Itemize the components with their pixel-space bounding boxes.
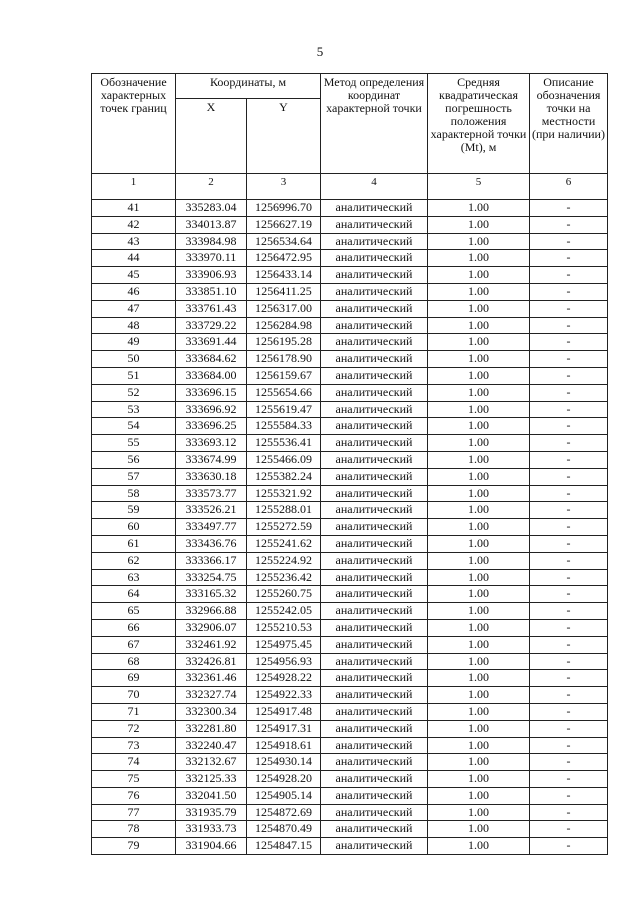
x-coordinate-cell: 332426.81 bbox=[176, 653, 247, 670]
table-row bbox=[92, 653, 608, 670]
description-cell: - bbox=[530, 250, 608, 267]
y-coordinate-cell: 1254917.31 bbox=[247, 720, 321, 737]
y-coordinate-cell: 1255288.01 bbox=[247, 502, 321, 519]
point-number-cell: 61 bbox=[92, 535, 176, 552]
method-cell: аналитический bbox=[321, 351, 428, 368]
table-row bbox=[92, 233, 608, 250]
y-coordinate-cell: 1255382.24 bbox=[247, 468, 321, 485]
y-coordinate-cell: 1256433.14 bbox=[247, 267, 321, 284]
error-cell: 1.00 bbox=[428, 384, 530, 401]
method-cell: аналитический bbox=[321, 250, 428, 267]
table-row bbox=[92, 200, 608, 217]
y-coordinate-cell: 1256284.98 bbox=[247, 317, 321, 334]
error-cell: 1.00 bbox=[428, 720, 530, 737]
table-row bbox=[92, 451, 608, 468]
x-coordinate-cell: 333684.62 bbox=[176, 351, 247, 368]
x-coordinate-cell: 333984.98 bbox=[176, 233, 247, 250]
description-cell: - bbox=[530, 485, 608, 502]
table-row bbox=[92, 586, 608, 603]
description-cell: - bbox=[530, 720, 608, 737]
description-cell: - bbox=[530, 670, 608, 687]
method-cell: аналитический bbox=[321, 283, 428, 300]
point-number-cell: 69 bbox=[92, 670, 176, 687]
method-cell: аналитический bbox=[321, 535, 428, 552]
description-cell: - bbox=[530, 569, 608, 586]
method-cell: аналитический bbox=[321, 384, 428, 401]
method-cell: аналитический bbox=[321, 300, 428, 317]
method-cell: аналитический bbox=[321, 703, 428, 720]
table-row bbox=[92, 502, 608, 519]
y-coordinate-cell: 1255466.09 bbox=[247, 451, 321, 468]
x-coordinate-cell: 331935.79 bbox=[176, 804, 247, 821]
description-cell: - bbox=[530, 535, 608, 552]
error-cell: 1.00 bbox=[428, 636, 530, 653]
x-coordinate-cell: 333366.17 bbox=[176, 552, 247, 569]
page-number: 5 bbox=[316, 44, 324, 59]
error-cell: 1.00 bbox=[428, 435, 530, 452]
method-cell: аналитический bbox=[321, 821, 428, 838]
point-number-cell: 43 bbox=[92, 233, 176, 250]
point-number-cell: 62 bbox=[92, 552, 176, 569]
point-number-cell: 44 bbox=[92, 250, 176, 267]
description-cell: - bbox=[530, 552, 608, 569]
error-cell: 1.00 bbox=[428, 737, 530, 754]
method-cell: аналитический bbox=[321, 636, 428, 653]
method-cell: аналитический bbox=[321, 804, 428, 821]
point-number-cell: 67 bbox=[92, 636, 176, 653]
description-cell: - bbox=[530, 603, 608, 620]
y-coordinate-cell: 1254930.14 bbox=[247, 754, 321, 771]
header-y: Y bbox=[247, 99, 321, 174]
table-row bbox=[92, 485, 608, 502]
table-row bbox=[92, 250, 608, 267]
table-row bbox=[92, 384, 608, 401]
error-cell: 1.00 bbox=[428, 804, 530, 821]
method-cell: аналитический bbox=[321, 267, 428, 284]
error-cell: 1.00 bbox=[428, 771, 530, 788]
description-cell: - bbox=[530, 754, 608, 771]
method-cell: аналитический bbox=[321, 619, 428, 636]
x-coordinate-cell: 333851.10 bbox=[176, 283, 247, 300]
description-cell: - bbox=[530, 804, 608, 821]
header-coordinates: Координаты, м bbox=[176, 74, 321, 99]
error-cell: 1.00 bbox=[428, 552, 530, 569]
point-number-cell: 78 bbox=[92, 821, 176, 838]
error-cell: 1.00 bbox=[428, 401, 530, 418]
x-coordinate-cell: 332281.80 bbox=[176, 720, 247, 737]
point-number-cell: 73 bbox=[92, 737, 176, 754]
point-number-cell: 63 bbox=[92, 569, 176, 586]
table-header bbox=[92, 74, 608, 200]
x-coordinate-cell: 333696.92 bbox=[176, 401, 247, 418]
error-cell: 1.00 bbox=[428, 451, 530, 468]
error-cell: 1.00 bbox=[428, 200, 530, 217]
y-coordinate-cell: 1254872.69 bbox=[247, 804, 321, 821]
table-row bbox=[92, 334, 608, 351]
description-cell: - bbox=[530, 821, 608, 838]
y-coordinate-cell: 1254847.15 bbox=[247, 838, 321, 855]
point-number-cell: 57 bbox=[92, 468, 176, 485]
x-coordinate-cell: 335283.04 bbox=[176, 200, 247, 217]
y-coordinate-cell: 1254975.45 bbox=[247, 636, 321, 653]
header-point-designation: Обозначение характерных точек границ bbox=[92, 74, 176, 174]
description-cell: - bbox=[530, 267, 608, 284]
column-number: 2 bbox=[176, 174, 247, 200]
description-cell: - bbox=[530, 283, 608, 300]
error-cell: 1.00 bbox=[428, 283, 530, 300]
method-cell: аналитический bbox=[321, 200, 428, 217]
table-row bbox=[92, 435, 608, 452]
method-cell: аналитический bbox=[321, 334, 428, 351]
error-cell: 1.00 bbox=[428, 670, 530, 687]
x-coordinate-cell: 332966.88 bbox=[176, 603, 247, 620]
x-coordinate-cell: 332132.67 bbox=[176, 754, 247, 771]
y-coordinate-cell: 1255536.41 bbox=[247, 435, 321, 452]
point-number-cell: 60 bbox=[92, 519, 176, 536]
method-cell: аналитический bbox=[321, 468, 428, 485]
method-cell: аналитический bbox=[321, 519, 428, 536]
y-coordinate-cell: 1255321.92 bbox=[247, 485, 321, 502]
method-cell: аналитический bbox=[321, 838, 428, 855]
header-method: Метод определения координат характерной точки bbox=[321, 74, 428, 174]
description-cell: - bbox=[530, 619, 608, 636]
point-number-cell: 41 bbox=[92, 200, 176, 217]
method-cell: аналитический bbox=[321, 720, 428, 737]
description-cell: - bbox=[530, 451, 608, 468]
coordinates-table bbox=[91, 73, 608, 855]
point-number-cell: 65 bbox=[92, 603, 176, 620]
error-cell: 1.00 bbox=[428, 535, 530, 552]
description-cell: - bbox=[530, 787, 608, 804]
method-cell: аналитический bbox=[321, 502, 428, 519]
y-coordinate-cell: 1255210.53 bbox=[247, 619, 321, 636]
point-number-cell: 51 bbox=[92, 367, 176, 384]
table-row bbox=[92, 300, 608, 317]
x-coordinate-cell: 333906.93 bbox=[176, 267, 247, 284]
point-number-cell: 76 bbox=[92, 787, 176, 804]
method-cell: аналитический bbox=[321, 435, 428, 452]
table-row bbox=[92, 519, 608, 536]
description-cell: - bbox=[530, 200, 608, 217]
x-coordinate-cell: 332125.33 bbox=[176, 771, 247, 788]
point-number-cell: 55 bbox=[92, 435, 176, 452]
column-number: 5 bbox=[428, 174, 530, 200]
y-coordinate-cell: 1254905.14 bbox=[247, 787, 321, 804]
table-row bbox=[92, 838, 608, 855]
point-number-cell: 74 bbox=[92, 754, 176, 771]
y-coordinate-cell: 1255272.59 bbox=[247, 519, 321, 536]
x-coordinate-cell: 333674.99 bbox=[176, 451, 247, 468]
point-number-cell: 77 bbox=[92, 804, 176, 821]
method-cell: аналитический bbox=[321, 754, 428, 771]
method-cell: аналитический bbox=[321, 603, 428, 620]
y-coordinate-cell: 1254922.33 bbox=[247, 687, 321, 704]
description-cell: - bbox=[530, 703, 608, 720]
error-cell: 1.00 bbox=[428, 603, 530, 620]
y-coordinate-cell: 1256472.95 bbox=[247, 250, 321, 267]
x-coordinate-cell: 332240.47 bbox=[176, 737, 247, 754]
method-cell: аналитический bbox=[321, 653, 428, 670]
point-number-cell: 47 bbox=[92, 300, 176, 317]
error-cell: 1.00 bbox=[428, 586, 530, 603]
description-cell: - bbox=[530, 838, 608, 855]
y-coordinate-cell: 1256195.28 bbox=[247, 334, 321, 351]
table-row bbox=[92, 401, 608, 418]
x-coordinate-cell: 334013.87 bbox=[176, 216, 247, 233]
description-cell: - bbox=[530, 317, 608, 334]
description-cell: - bbox=[530, 300, 608, 317]
method-cell: аналитический bbox=[321, 451, 428, 468]
description-cell: - bbox=[530, 468, 608, 485]
table-row bbox=[92, 670, 608, 687]
y-coordinate-cell: 1255260.75 bbox=[247, 586, 321, 603]
point-number-cell: 45 bbox=[92, 267, 176, 284]
method-cell: аналитический bbox=[321, 401, 428, 418]
description-cell: - bbox=[530, 384, 608, 401]
table-row bbox=[92, 552, 608, 569]
x-coordinate-cell: 332300.34 bbox=[176, 703, 247, 720]
method-cell: аналитический bbox=[321, 552, 428, 569]
error-cell: 1.00 bbox=[428, 267, 530, 284]
x-coordinate-cell: 333761.43 bbox=[176, 300, 247, 317]
y-coordinate-cell: 1255654.66 bbox=[247, 384, 321, 401]
error-cell: 1.00 bbox=[428, 502, 530, 519]
x-coordinate-cell: 333526.21 bbox=[176, 502, 247, 519]
method-cell: аналитический bbox=[321, 485, 428, 502]
point-number-cell: 49 bbox=[92, 334, 176, 351]
error-cell: 1.00 bbox=[428, 334, 530, 351]
column-number: 1 bbox=[92, 174, 176, 200]
error-cell: 1.00 bbox=[428, 653, 530, 670]
error-cell: 1.00 bbox=[428, 233, 530, 250]
method-cell: аналитический bbox=[321, 418, 428, 435]
x-coordinate-cell: 333165.32 bbox=[176, 586, 247, 603]
error-cell: 1.00 bbox=[428, 703, 530, 720]
y-coordinate-cell: 1255242.05 bbox=[247, 603, 321, 620]
error-cell: 1.00 bbox=[428, 687, 530, 704]
point-number-cell: 59 bbox=[92, 502, 176, 519]
description-cell: - bbox=[530, 367, 608, 384]
description-cell: - bbox=[530, 586, 608, 603]
header-error: Средняя квадратическая погрешность положения характерной точки (Mt), м bbox=[428, 74, 530, 174]
error-cell: 1.00 bbox=[428, 300, 530, 317]
method-cell: аналитический bbox=[321, 317, 428, 334]
table-row bbox=[92, 351, 608, 368]
error-cell: 1.00 bbox=[428, 367, 530, 384]
table-row bbox=[92, 569, 608, 586]
description-cell: - bbox=[530, 334, 608, 351]
table-body bbox=[92, 200, 608, 855]
y-coordinate-cell: 1254917.48 bbox=[247, 703, 321, 720]
method-cell: аналитический bbox=[321, 586, 428, 603]
header-description: Описание обозначения точки на местности (при наличии) bbox=[530, 74, 608, 174]
x-coordinate-cell: 333691.44 bbox=[176, 334, 247, 351]
error-cell: 1.00 bbox=[428, 468, 530, 485]
error-cell: 1.00 bbox=[428, 619, 530, 636]
table-row bbox=[92, 418, 608, 435]
description-cell: - bbox=[530, 771, 608, 788]
description-cell: - bbox=[530, 636, 608, 653]
y-coordinate-cell: 1254870.49 bbox=[247, 821, 321, 838]
column-number: 3 bbox=[247, 174, 321, 200]
table-row bbox=[92, 687, 608, 704]
description-cell: - bbox=[530, 233, 608, 250]
x-coordinate-cell: 333696.15 bbox=[176, 384, 247, 401]
point-number-cell: 56 bbox=[92, 451, 176, 468]
description-cell: - bbox=[530, 687, 608, 704]
description-cell: - bbox=[530, 435, 608, 452]
error-cell: 1.00 bbox=[428, 821, 530, 838]
y-coordinate-cell: 1256534.64 bbox=[247, 233, 321, 250]
point-number-cell: 46 bbox=[92, 283, 176, 300]
header-column-numbers bbox=[92, 174, 608, 200]
point-number-cell: 64 bbox=[92, 586, 176, 603]
y-coordinate-cell: 1256317.00 bbox=[247, 300, 321, 317]
x-coordinate-cell: 332361.46 bbox=[176, 670, 247, 687]
x-coordinate-cell: 333696.25 bbox=[176, 418, 247, 435]
x-coordinate-cell: 332327.74 bbox=[176, 687, 247, 704]
point-number-cell: 79 bbox=[92, 838, 176, 855]
y-coordinate-cell: 1256159.67 bbox=[247, 367, 321, 384]
error-cell: 1.00 bbox=[428, 569, 530, 586]
table-row bbox=[92, 317, 608, 334]
description-cell: - bbox=[530, 653, 608, 670]
table-row bbox=[92, 535, 608, 552]
point-number-cell: 70 bbox=[92, 687, 176, 704]
table-row bbox=[92, 267, 608, 284]
y-coordinate-cell: 1256996.70 bbox=[247, 200, 321, 217]
table-row bbox=[92, 771, 608, 788]
table-row bbox=[92, 367, 608, 384]
method-cell: аналитический bbox=[321, 670, 428, 687]
error-cell: 1.00 bbox=[428, 838, 530, 855]
y-coordinate-cell: 1255241.62 bbox=[247, 535, 321, 552]
table-row bbox=[92, 619, 608, 636]
x-coordinate-cell: 333729.22 bbox=[176, 317, 247, 334]
table-row bbox=[92, 603, 608, 620]
x-coordinate-cell: 333497.77 bbox=[176, 519, 247, 536]
method-cell: аналитический bbox=[321, 737, 428, 754]
description-cell: - bbox=[530, 216, 608, 233]
x-coordinate-cell: 333436.76 bbox=[176, 535, 247, 552]
table-row bbox=[92, 737, 608, 754]
method-cell: аналитический bbox=[321, 367, 428, 384]
y-coordinate-cell: 1254928.20 bbox=[247, 771, 321, 788]
point-number-cell: 66 bbox=[92, 619, 176, 636]
table-row bbox=[92, 216, 608, 233]
y-coordinate-cell: 1254928.22 bbox=[247, 670, 321, 687]
table-row bbox=[92, 720, 608, 737]
method-cell: аналитический bbox=[321, 233, 428, 250]
table-row bbox=[92, 468, 608, 485]
point-number-cell: 42 bbox=[92, 216, 176, 233]
method-cell: аналитический bbox=[321, 787, 428, 804]
method-cell: аналитический bbox=[321, 216, 428, 233]
y-coordinate-cell: 1255224.92 bbox=[247, 552, 321, 569]
x-coordinate-cell: 332041.50 bbox=[176, 787, 247, 804]
point-number-cell: 52 bbox=[92, 384, 176, 401]
y-coordinate-cell: 1254918.61 bbox=[247, 737, 321, 754]
y-coordinate-cell: 1254956.93 bbox=[247, 653, 321, 670]
table-row bbox=[92, 821, 608, 838]
table-row bbox=[92, 804, 608, 821]
error-cell: 1.00 bbox=[428, 787, 530, 804]
table-row bbox=[92, 283, 608, 300]
table-row bbox=[92, 754, 608, 771]
table-row bbox=[92, 636, 608, 653]
point-number-cell: 58 bbox=[92, 485, 176, 502]
x-coordinate-cell: 333693.12 bbox=[176, 435, 247, 452]
y-coordinate-cell: 1256411.25 bbox=[247, 283, 321, 300]
method-cell: аналитический bbox=[321, 569, 428, 586]
error-cell: 1.00 bbox=[428, 250, 530, 267]
point-number-cell: 75 bbox=[92, 771, 176, 788]
error-cell: 1.00 bbox=[428, 485, 530, 502]
table-row bbox=[92, 787, 608, 804]
error-cell: 1.00 bbox=[428, 216, 530, 233]
table-row bbox=[92, 703, 608, 720]
point-number-cell: 50 bbox=[92, 351, 176, 368]
x-coordinate-cell: 333573.77 bbox=[176, 485, 247, 502]
x-coordinate-cell: 333970.11 bbox=[176, 250, 247, 267]
column-number: 4 bbox=[321, 174, 428, 200]
y-coordinate-cell: 1255236.42 bbox=[247, 569, 321, 586]
description-cell: - bbox=[530, 519, 608, 536]
y-coordinate-cell: 1256627.19 bbox=[247, 216, 321, 233]
x-coordinate-cell: 333630.18 bbox=[176, 468, 247, 485]
y-coordinate-cell: 1255584.33 bbox=[247, 418, 321, 435]
description-cell: - bbox=[530, 401, 608, 418]
method-cell: аналитический bbox=[321, 687, 428, 704]
x-coordinate-cell: 333254.75 bbox=[176, 569, 247, 586]
point-number-cell: 71 bbox=[92, 703, 176, 720]
column-number: 6 bbox=[530, 174, 608, 200]
x-coordinate-cell: 332906.07 bbox=[176, 619, 247, 636]
point-number-cell: 68 bbox=[92, 653, 176, 670]
error-cell: 1.00 bbox=[428, 418, 530, 435]
error-cell: 1.00 bbox=[428, 317, 530, 334]
description-cell: - bbox=[530, 502, 608, 519]
x-coordinate-cell: 331933.73 bbox=[176, 821, 247, 838]
description-cell: - bbox=[530, 418, 608, 435]
description-cell: - bbox=[530, 737, 608, 754]
error-cell: 1.00 bbox=[428, 754, 530, 771]
header-x: X bbox=[176, 99, 247, 174]
error-cell: 1.00 bbox=[428, 351, 530, 368]
description-cell: - bbox=[530, 351, 608, 368]
method-cell: аналитический bbox=[321, 771, 428, 788]
point-number-cell: 72 bbox=[92, 720, 176, 737]
error-cell: 1.00 bbox=[428, 519, 530, 536]
x-coordinate-cell: 331904.66 bbox=[176, 838, 247, 855]
x-coordinate-cell: 333684.00 bbox=[176, 367, 247, 384]
x-coordinate-cell: 332461.92 bbox=[176, 636, 247, 653]
y-coordinate-cell: 1255619.47 bbox=[247, 401, 321, 418]
point-number-cell: 54 bbox=[92, 418, 176, 435]
point-number-cell: 48 bbox=[92, 317, 176, 334]
y-coordinate-cell: 1256178.90 bbox=[247, 351, 321, 368]
point-number-cell: 53 bbox=[92, 401, 176, 418]
